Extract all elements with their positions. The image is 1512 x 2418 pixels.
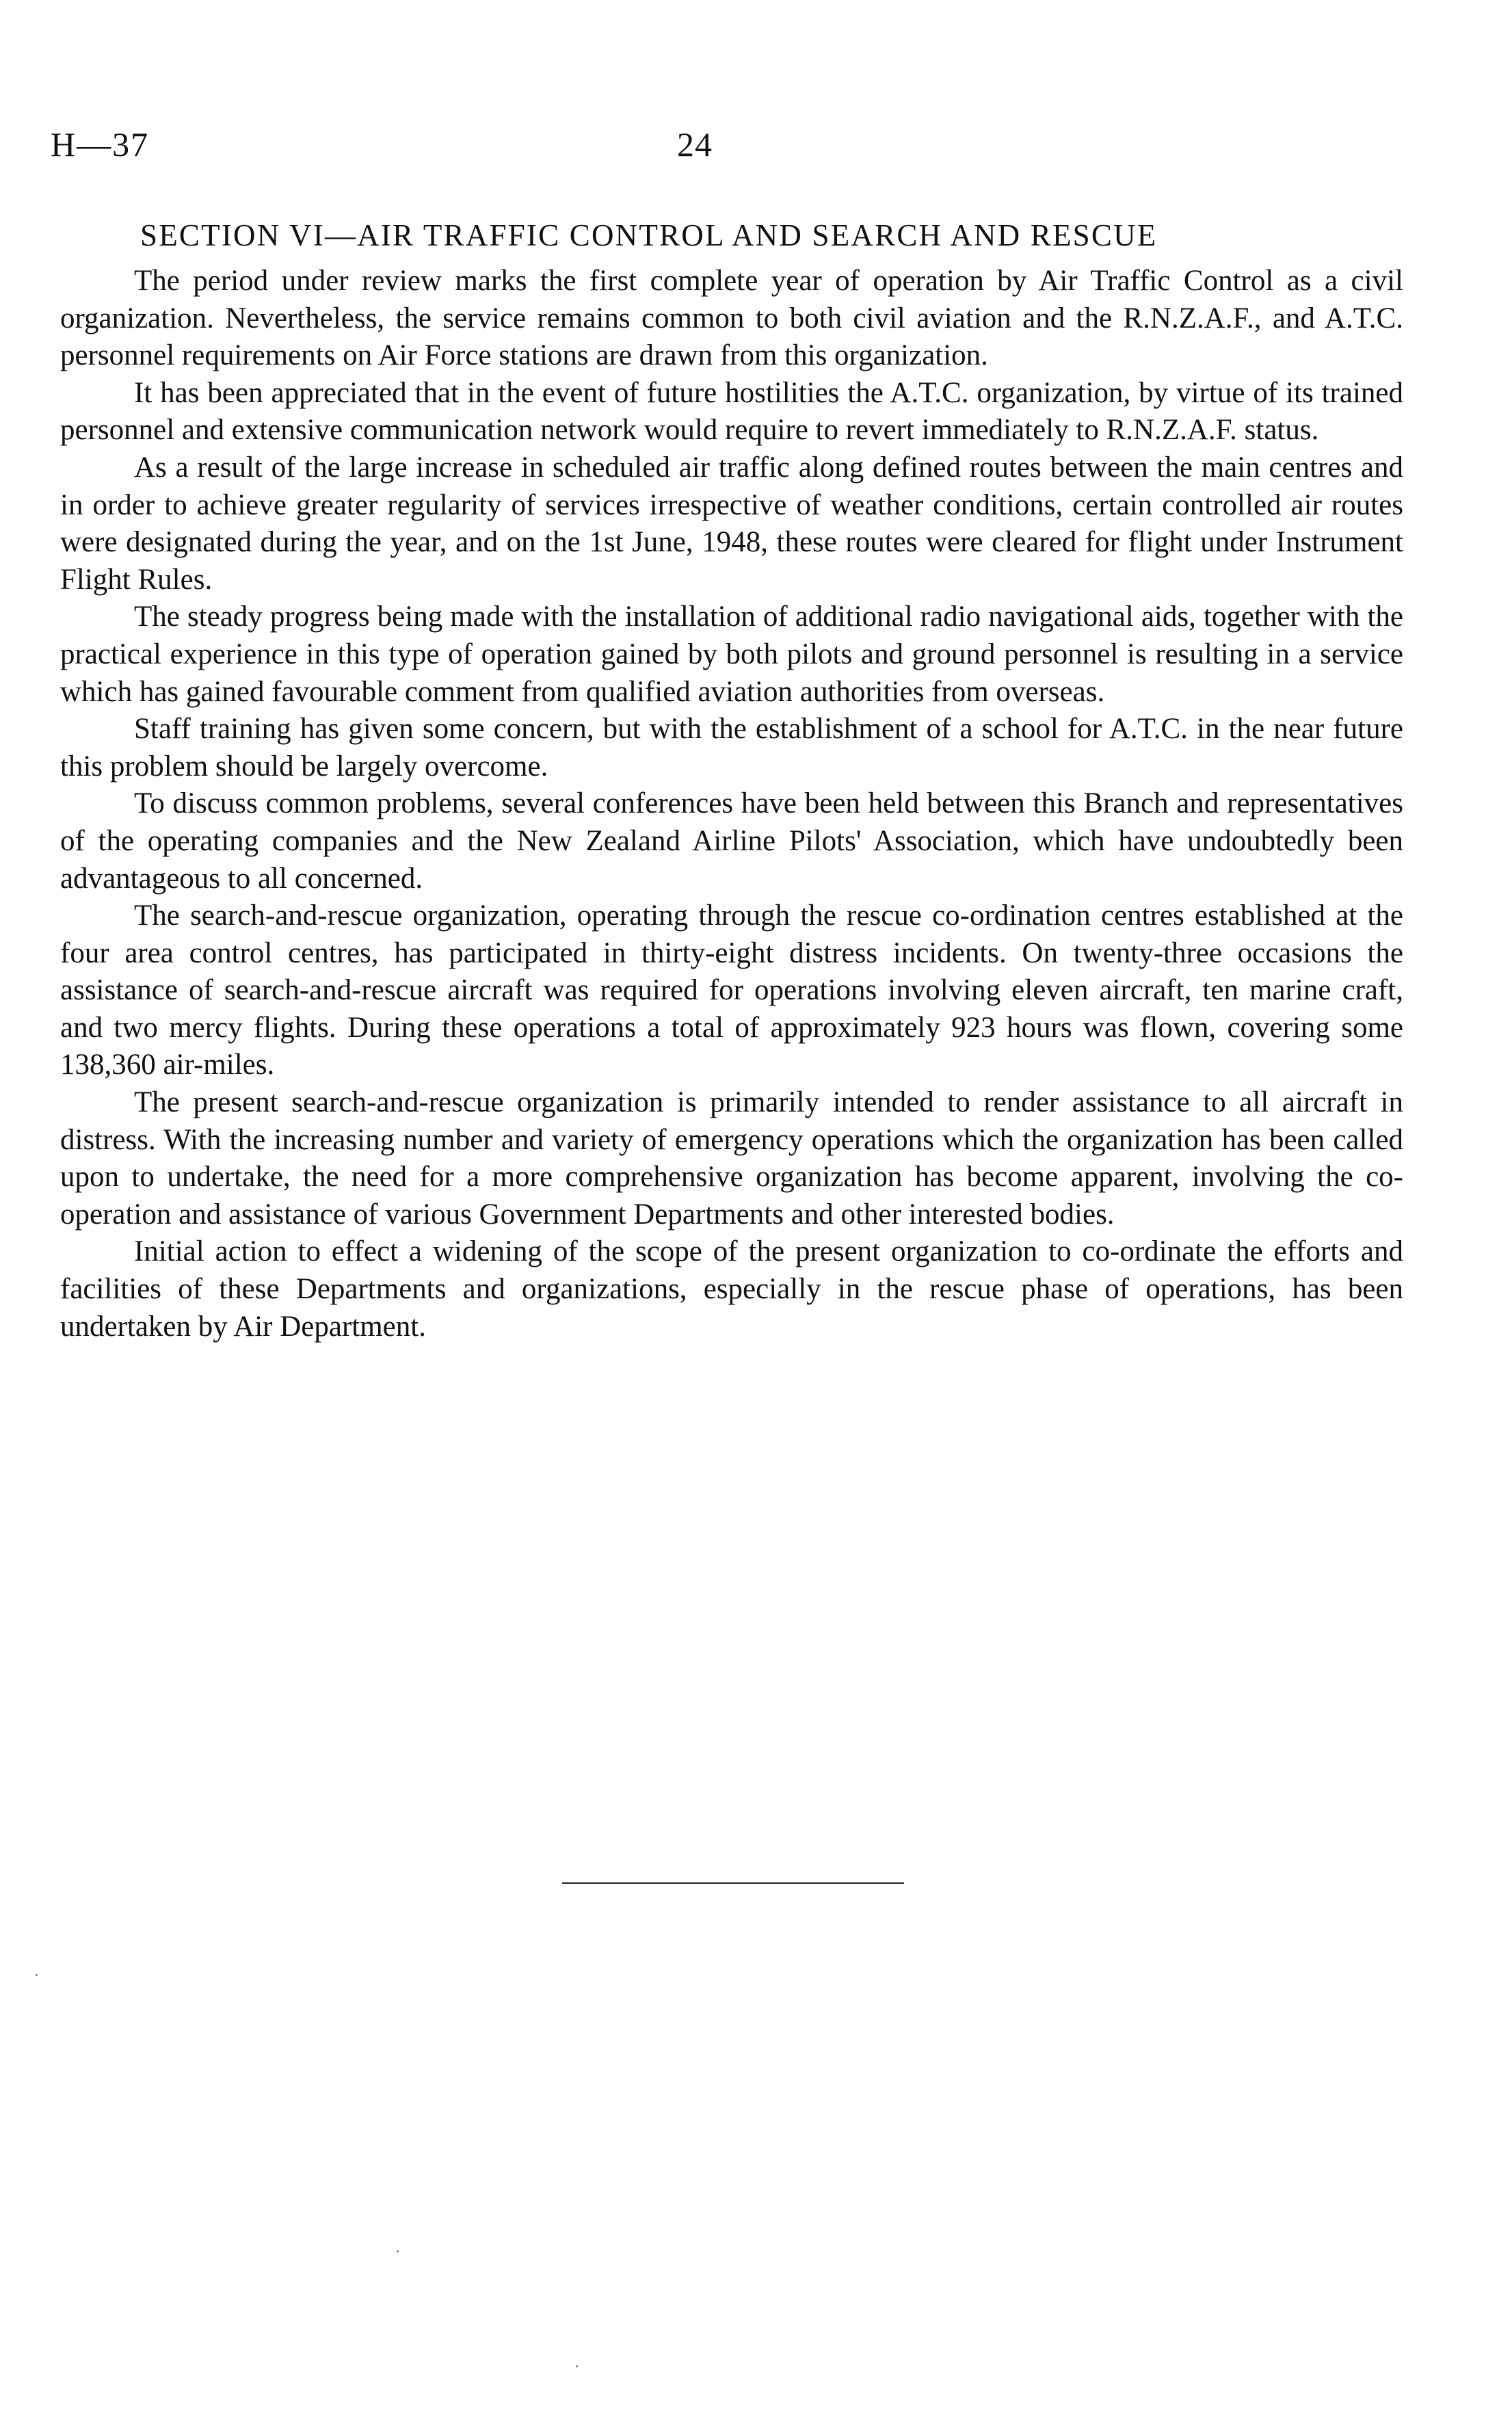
scan-speck	[576, 2365, 578, 2367]
paragraph-conferences: To discuss common problems, several conferences have been held between this Branch and representatives of the operating companies and the New Zealand Airline Pilots' Association, which have undoubtedly been advantageous to all concerned.	[60, 787, 1403, 895]
body-text	[60, 263, 1403, 1345]
paragraph-search-and-rescue-scope: The present search-and-rescue organization is primarily intended to render assistance to all aircraft in distress. With the increasing number and variety of emergency operations which the organization has been called upon to undertake, the need for a more comprehensive organization has become apparent, involving the co-operation and assistance of various Government Departments and other interested bodies.	[60, 1086, 1403, 1231]
page-number: 24	[677, 125, 713, 163]
paragraph-search-and-rescue-incidents: The search-and-rescue organization, operating through the rescue co-ordination centres established at the four area control centres, has participated in thirty-eight distress incidents. On twenty-three occasions the assistance of search-and-rescue aircraft was required for operations involving eleven aircraft, ten marine craft, and two mercy flights. During these operations a total of approximately 923 hours was flown, covering some 138,360 air-miles.	[60, 899, 1403, 1081]
paragraph-atc-civil-organization: The period under review marks the first complete year of operation by Air Traffic Control as a civil organization. Nevertheless, the service remains common to both civil aviation and the R.N.Z.A.F., and A.T.C. personnel requirements on Air Force stations are drawn from this organization.	[60, 265, 1403, 372]
paragraph-initial-action: Initial action to effect a widening of the scope of the present organization to co-ordinate the efforts and facilities of these Departments and organizations, especially in the rescue phase of operations, has been undertaken by Air Department.	[60, 1235, 1403, 1343]
end-rule	[562, 1882, 904, 1884]
paragraph-staff-training: Staff training has given some concern, but with the establishment of a school for A.T.C. in the near future this problem should be largely overcome.	[60, 713, 1403, 783]
document-reference: H—37	[51, 125, 150, 163]
section-title: SECTION VI—AIR TRAFFIC CONTROL AND SEARCH AND RESCUE	[140, 218, 1158, 252]
scan-speck	[36, 1974, 38, 1976]
scan-speck	[397, 2250, 399, 2252]
paragraph-future-hostilities: It has been appreciated that in the event of future hostilities the A.T.C. organization, by virtue of its trained personnel and extensive communication network would require to revert immediately to R.N.Z.A.F. status.	[60, 376, 1403, 447]
paragraph-radio-navigational-aids: The steady progress being made with the installation of additional radio navigational aids, together with the practical experience in this type of operation gained by both pilots and ground personnel is resulting in a service which has gained favourable comment from qualified aviation authorities from overseas.	[60, 601, 1403, 708]
paragraph-controlled-air-routes: As a result of the large increase in scheduled air traffic along defined routes between the main centres and in order to achieve greater regularity of services irrespective of weather conditions, certain controlled air routes were designated during the year, and on the 1st June, 1948, these routes were cleared for flight under Instrument Flight Rules.	[60, 451, 1403, 596]
